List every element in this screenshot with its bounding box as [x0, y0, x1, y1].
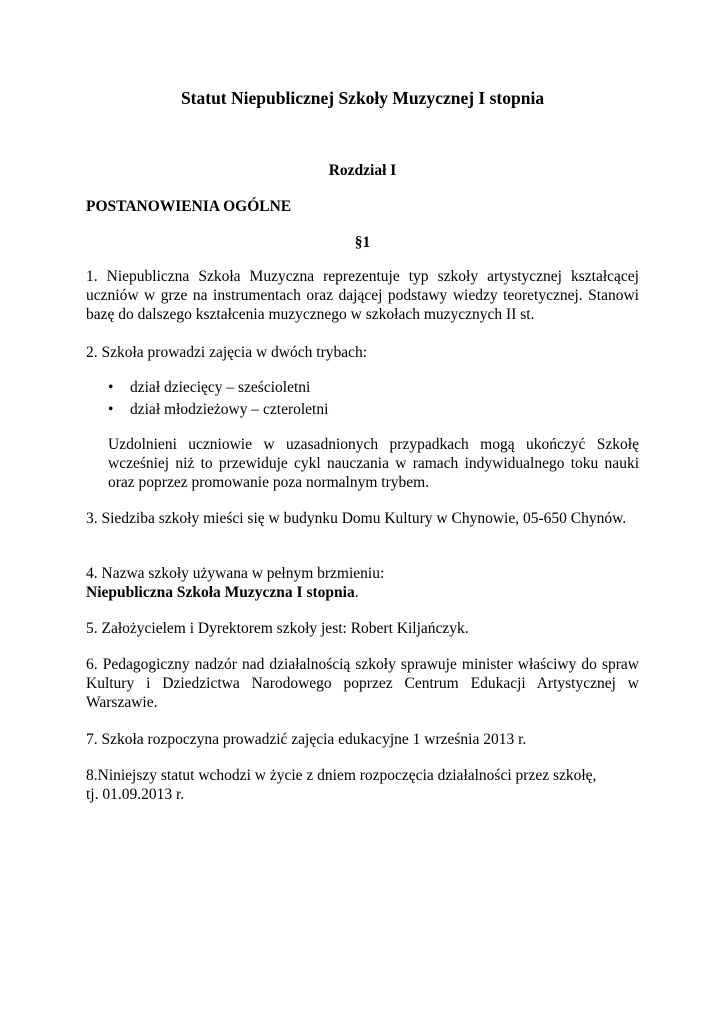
paragraph-4-name-line: [86, 583, 639, 602]
bullet-icon: •: [108, 379, 114, 396]
paragraph-8: [86, 766, 639, 804]
list-item: [86, 400, 328, 422]
paragraph-4-intro: 4. Nazwa szkoły używana w pełnym brzmieniu:: [86, 565, 385, 582]
section-heading: POSTANOWIENIA OGÓLNE: [86, 198, 292, 215]
paragraph-sign: §1: [354, 234, 371, 251]
paragraph-5: 5. Założycielem i Dyrektorem szkoły jest: Robert Kiljańczyk.: [86, 620, 469, 637]
paragraph-7: 7. Szkoła rozpoczyna prowadzić zajęcia edukacyjne 1 września 2013 r.: [86, 731, 527, 748]
school-name-end: .: [354, 584, 359, 601]
paragraph-6: 6. Pedagogiczny nadzór nad działalnością szkoły sprawuje minister właściwy do spraw Kultury i Dziedzictwa Narodowego poprzez Centrum Edukacji Artystycznej w Warszawie.: [86, 656, 639, 711]
school-name: Niepubliczna Szkoła Muzyczna I stopnia: [86, 584, 355, 601]
paragraph-8-line-1: 8.Niniejszy statut wchodzi w życie z dniem rozpoczęcia działalności przez szkołę,: [86, 767, 597, 784]
chapter-heading: Rozdział I: [328, 162, 397, 179]
list-item-text: dział dziecięcy – sześcioletni: [130, 379, 311, 396]
paragraph-1: 1. Niepubliczna Szkoła Muzyczna reprezentuje typ szkoły artystycznej kształcącej uczniów w grze na instrumentach oraz dającej podstawy wiedzy teoretycznej. Stanowi bazę do dalszego kształcenia muzycznego w szkołach muzycznych II st.: [86, 268, 639, 323]
bullet-icon: •: [108, 401, 114, 418]
list-item: [86, 378, 328, 400]
bullet-list: [86, 378, 328, 422]
paragraph-2: 2. Szkoła prowadzi zajęcia w dwóch trybach:: [86, 344, 368, 361]
list-item-text: dział młodzieżowy – czteroletni: [130, 401, 329, 418]
paragraph-8-line-2: tj. 01.09.2013 r.: [86, 786, 185, 803]
paragraph-2-note: Uzdolnieni uczniowie w uzasadnionych przypadkach mogą ukończyć Szkołę wcześniej niż to przewiduje cykl nauczania w ramach indywidualnego toku nauki oraz poprzez promowanie poza normalnym trybem.: [108, 436, 639, 491]
paragraph-3: 3. Siedziba szkoły mieści się w budynku Domu Kultury w Chynowie, 05-650 Chynów.: [86, 510, 627, 527]
paragraph-4: [86, 564, 639, 602]
document-title: Statut Niepublicznej Szkoły Muzycznej I stopnia: [180, 88, 545, 108]
